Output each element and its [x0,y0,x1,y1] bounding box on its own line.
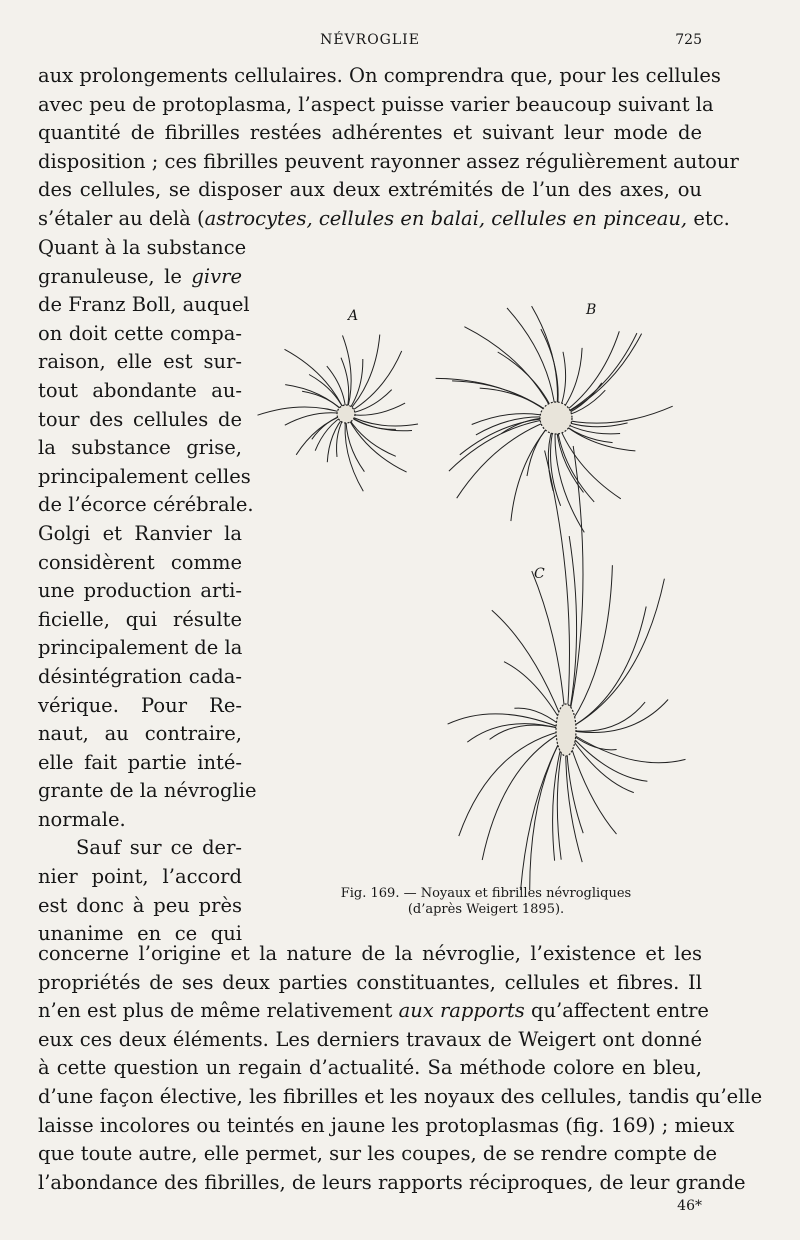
left-column-line: est donc à peu près [38,893,242,917]
cell-c-illustration [448,446,686,890]
figure-label-b: B [586,302,597,318]
figure-caption-line-1: Fig. 169. — Noyaux et fibrilles névrogliques [340,886,632,901]
cell-a-illustration [258,335,419,492]
left-column-line: une production arti- [38,579,242,603]
figure-caption-line-2: (d’après Weigert 1895). [407,902,565,917]
left-column-line: tour des cellules de [38,407,242,431]
left-column-line: désintégration cada- [38,664,242,688]
paragraph-bottom [38,940,763,1197]
left-column-line: considèrent comme [38,550,242,574]
signature-mark: 46* [677,1198,702,1214]
left-column-line: de l’écorce cérébrale. [38,493,254,517]
fibril-line [556,333,637,418]
body-bottom-text-run: n’en est plus de même relativement [38,999,399,1023]
fibril-line [556,334,642,418]
left-column-line: nier point, l’accord [38,865,242,889]
left-column-line [38,263,242,292]
cell-nucleus [540,402,572,434]
paragraph-top [38,62,739,234]
body-top-line: disposition ; ces fibrilles peuvent rayonner assez régulièrement autour [38,149,739,173]
body-bottom-line: concerne l’origine et la nature de la névroglie, l’existence et les [38,942,702,965]
figure-169 [250,290,710,890]
left-column-line: vérique. Pour Re- [38,693,242,717]
left-column-line: normale. [38,807,126,831]
body-bottom-text-run: qu’affectent entre [524,999,709,1023]
figure-caption [336,886,636,918]
body-bottom-line: que toute autre, elle permet, sur les coupes, de se rendre compte de [38,1142,718,1166]
fibril-line [459,730,566,836]
cell-nucleus [556,704,576,756]
figure-label-c: C [534,566,545,582]
body-top-line: avec peu de protoplasma, l’aspect puisse varier beaucoup suivant la [38,92,714,116]
paragraph-left-column [38,234,257,949]
left-column-line: on doit cette compa- [38,321,242,345]
running-header [38,32,702,54]
fibril-line [449,418,556,471]
body-top-text-run: s’étaler au delà ( [38,206,205,230]
fibril-line [566,565,612,730]
fibril-line [464,327,556,418]
fibril-line [296,414,346,455]
left-column-line: tout abondante au- [38,378,242,402]
fibril-line [566,536,577,730]
left-column-line: principalement de la [38,636,243,660]
figure-label-a: A [348,308,359,324]
fibril-line [566,579,664,730]
fibril-line [518,730,566,890]
fibril-line [530,730,566,890]
left-column-line: Quant à la substance [38,236,247,259]
body-top-line: aux prolongements cellulaires. On comprendra que, pour les cellules [38,64,721,87]
left-column-line: grante de la névroglie [38,779,257,803]
fibril-line [436,378,556,418]
left-column-text-run: granuleuse, le [38,264,192,288]
body-top-text-run: etc. [687,206,730,230]
fibril-line [452,381,556,418]
left-column-line: ficielle, qui résulte [38,607,242,631]
fibril-line [532,571,566,730]
left-column-line: principalement celles [38,464,251,488]
fibril-line [566,730,686,763]
fibril-line [566,702,645,731]
fibril-line [285,413,346,425]
fibril-line [258,407,347,415]
page-number: 725 [675,32,702,48]
body-bottom-line: laisse incolores ou teintés en jaune les protoplasmas (fig. 169) ; mieux [38,1113,735,1137]
running-title: NÉVROGLIE [320,32,420,48]
left-column-line: Golgi et Ranvier la [38,521,242,545]
body-bottom-line: l’abondance des fibrilles, de leurs rapports réciproques, de leur grande [38,1170,746,1194]
body-bottom-line: d’une façon élective, les fibrilles et les noyaux des cellules, tandis qu’elle [38,1084,763,1108]
fibril-line [346,414,396,456]
body-top-line [38,205,730,234]
left-column-italic-run: givre [191,264,242,288]
left-column-line: naut, au contraire, [38,722,242,746]
fibril-line [285,385,346,414]
body-bottom-line: propriétés de ses deux parties constituantes, cellules et fibres. Il [38,970,702,994]
body-top-line: quantité de fibrilles restées adhérentes et suivant leur mode de [38,121,702,145]
cell-nucleus [337,405,355,423]
left-column-line: elle fait partie inté- [38,750,242,774]
body-bottom-line [38,997,709,1026]
cell-b-illustration [436,306,673,532]
body-bottom-italic-run: aux rapports [398,999,525,1023]
left-column-line: Sauf sur ce der- [76,836,242,860]
body-top-line: des cellules, se disposer aux deux extrémités de l’un des axes, ou [38,178,702,202]
figure-illustration [250,290,710,890]
body-bottom-line: eux ces deux éléments. Les derniers travaux de Weigert ont donné [38,1027,702,1051]
body-bottom-line: à cette question un regain d’actualité. Sa méthode colore en bleu, [38,1056,702,1080]
left-column-line: de Franz Boll, auquel [38,293,250,317]
fibril-line [346,414,407,472]
left-column-line: raison, elle est sur- [38,350,242,374]
fibril-line [448,714,566,730]
left-column-line: la substance grise, [38,436,242,460]
left-column-line: unanime en ce qui [38,922,242,946]
body-top-italic-run: astrocytes, cellules en balai, cellules en pinceau, [204,206,688,230]
